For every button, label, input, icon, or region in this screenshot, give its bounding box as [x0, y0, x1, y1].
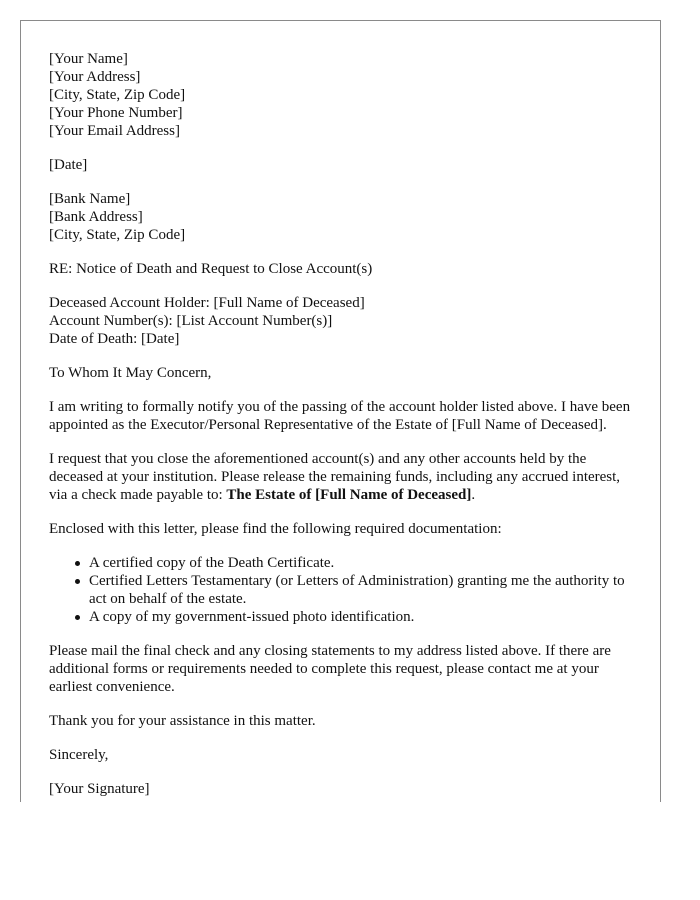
subject-line: RE: Notice of Death and Request to Close Account(s) [49, 261, 373, 277]
date-of-death: Date of Death: [Date] [49, 331, 180, 347]
account-numbers: Account Number(s): [List Account Number(s)] [49, 313, 333, 329]
paragraph-request-end: . [471, 487, 476, 503]
letter-date: [Date] [49, 157, 88, 173]
paragraph-notification: I am writing to formally notify you of the passing of the account holder listed above. I have been appointed as the Executor/Personal Representative of the Estate of [Full Name of Deceased]. [49, 399, 631, 433]
payee-name: The Estate of [Full Name of Deceased] [226, 487, 472, 503]
sender-name: [Your Name] [49, 51, 128, 67]
recipient-block [49, 190, 635, 244]
signature-placeholder: [Your Signature] [49, 781, 150, 797]
letter-body [49, 50, 635, 802]
account-info-block [49, 294, 635, 348]
closing: Sincerely, [49, 747, 109, 763]
bank-name: [Bank Name] [49, 191, 131, 207]
enclosure-intro: Enclosed with this letter, please find the following required documentation: [49, 521, 502, 537]
paragraph-request [49, 450, 635, 504]
date-block [49, 156, 635, 174]
sender-phone: [Your Phone Number] [49, 105, 183, 121]
sender-email: [Your Email Address] [49, 123, 180, 139]
sender-block [49, 50, 635, 140]
paragraph-request-text: I request that you close the aforementioned account(s) and any other accounts held by the deceased at your institution. Please release the remaining funds, including any accrued interest, via a check made payable to: [49, 451, 621, 503]
list-item: A copy of my government-issued photo identification. [89, 608, 635, 626]
sender-address: [Your Address] [49, 69, 141, 85]
subject-block [49, 260, 635, 278]
thanks-line: Thank you for your assistance in this matter. [49, 713, 316, 729]
sender-city-state-zip: [City, State, Zip Code] [49, 87, 186, 103]
bank-address: [Bank Address] [49, 209, 143, 225]
letter-page [20, 20, 661, 802]
account-holder: Deceased Account Holder: [Full Name of Deceased] [49, 295, 365, 311]
list-item: A certified copy of the Death Certificate. [89, 554, 635, 572]
bank-city-state-zip: [City, State, Zip Code] [49, 227, 186, 243]
paragraph-mailing: Please mail the final check and any closing statements to my address listed above. If there are additional forms or requirements needed to complete this request, please contact me at your earliest convenience. [49, 643, 611, 695]
list-item: Certified Letters Testamentary (or Letters of Administration) granting me the authority to act on behalf of the estate. [89, 572, 635, 608]
salutation: To Whom It May Concern, [49, 365, 212, 381]
documents-list [49, 554, 635, 626]
